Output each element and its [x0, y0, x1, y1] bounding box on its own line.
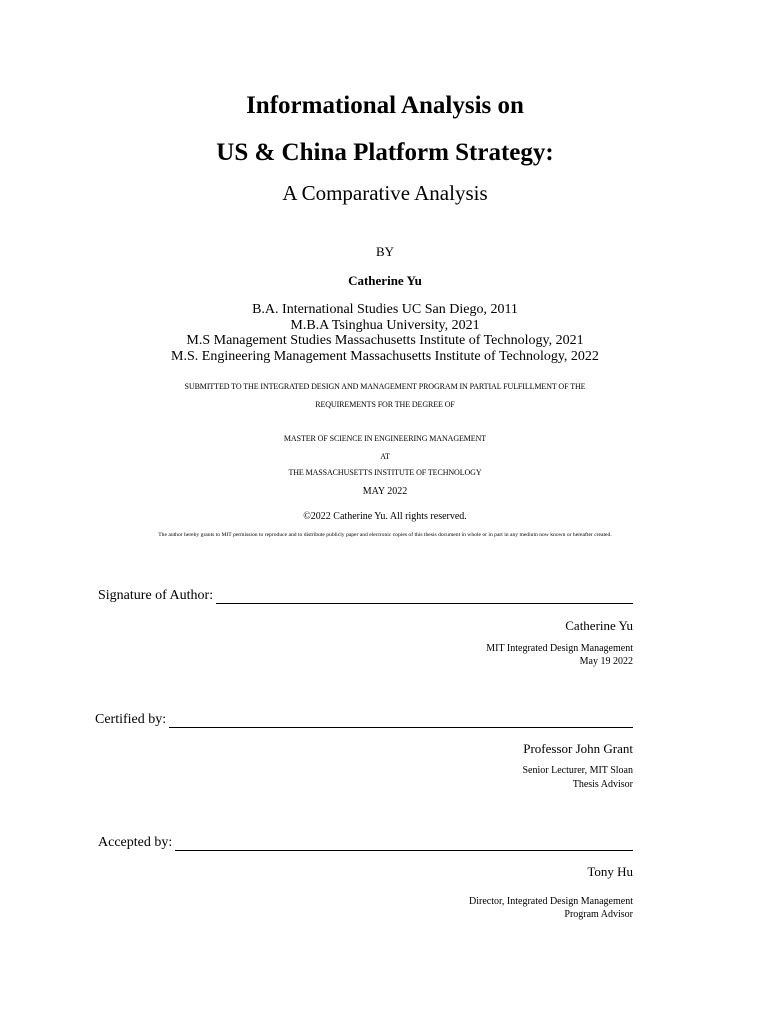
signer-detail: May 19 2022: [579, 656, 633, 667]
by-label: BY: [375, 244, 395, 259]
signature-underline: [216, 591, 633, 604]
signature-label: Signature of Author:: [98, 588, 214, 603]
degree-line: M.S. Engineering Management Massachusetts Institute of Technology, 2022: [171, 349, 599, 364]
signer-name: Professor John Grant: [523, 741, 633, 756]
author-signature-line: [98, 588, 633, 604]
submission-statement-line-2: REQUIREMENTS FOR THE DEGREE OF: [315, 400, 455, 409]
submission-date: MAY 2022: [362, 486, 408, 497]
signer-detail: Thesis Advisor: [572, 779, 633, 790]
degree-line: M.S Management Studies Massachusetts Institute of Technology, 2021: [186, 333, 584, 348]
author-name: Catherine Yu: [348, 273, 422, 288]
copyright-notice: ©2022 Catherine Yu. All rights reserved.: [303, 511, 467, 522]
permission-notice: The author hereby grants to MIT permission to reproduce and to distribute publicly paper and electronic copies of this thesis document in whole or in part in any medium now known or hereafter created.: [158, 532, 612, 538]
signature-underline: [169, 715, 633, 728]
degree-line: M.B.A Tsinghua University, 2021: [290, 318, 480, 333]
signer-name: Catherine Yu: [565, 618, 633, 633]
signature-label: Accepted by:: [98, 835, 173, 850]
acceptor-signature-line: [98, 835, 633, 851]
degree-name: MASTER OF SCIENCE IN ENGINEERING MANAGEMENT: [283, 434, 487, 443]
signer-detail: MIT Integrated Design Management: [486, 643, 633, 654]
at-label: AT: [380, 452, 390, 461]
signature-underline: [175, 838, 633, 851]
signer-detail: Director, Integrated Design Management: [469, 896, 633, 907]
signer-detail: Program Advisor: [564, 909, 633, 920]
submission-statement-line-1: SUBMITTED TO THE INTEGRATED DESIGN AND MANAGEMENT PROGRAM IN PARTIAL FULFILLMENT OF THE: [184, 382, 586, 391]
title-line-2: US & China Platform Strategy:: [216, 139, 554, 166]
signature-label: Certified by:: [95, 712, 167, 727]
signer-name: Tony Hu: [587, 864, 633, 879]
signer-detail: Senior Lecturer, MIT Sloan: [522, 765, 633, 776]
degree-line: B.A. International Studies UC San Diego, 2011: [252, 302, 518, 317]
institution-name: THE MASSACHUSETTS INSTITUTE OF TECHNOLOGY: [288, 468, 482, 477]
subtitle: A Comparative Analysis: [282, 181, 488, 205]
title-line-1: Informational Analysis on: [246, 92, 524, 119]
certifier-signature-line: [95, 712, 633, 728]
